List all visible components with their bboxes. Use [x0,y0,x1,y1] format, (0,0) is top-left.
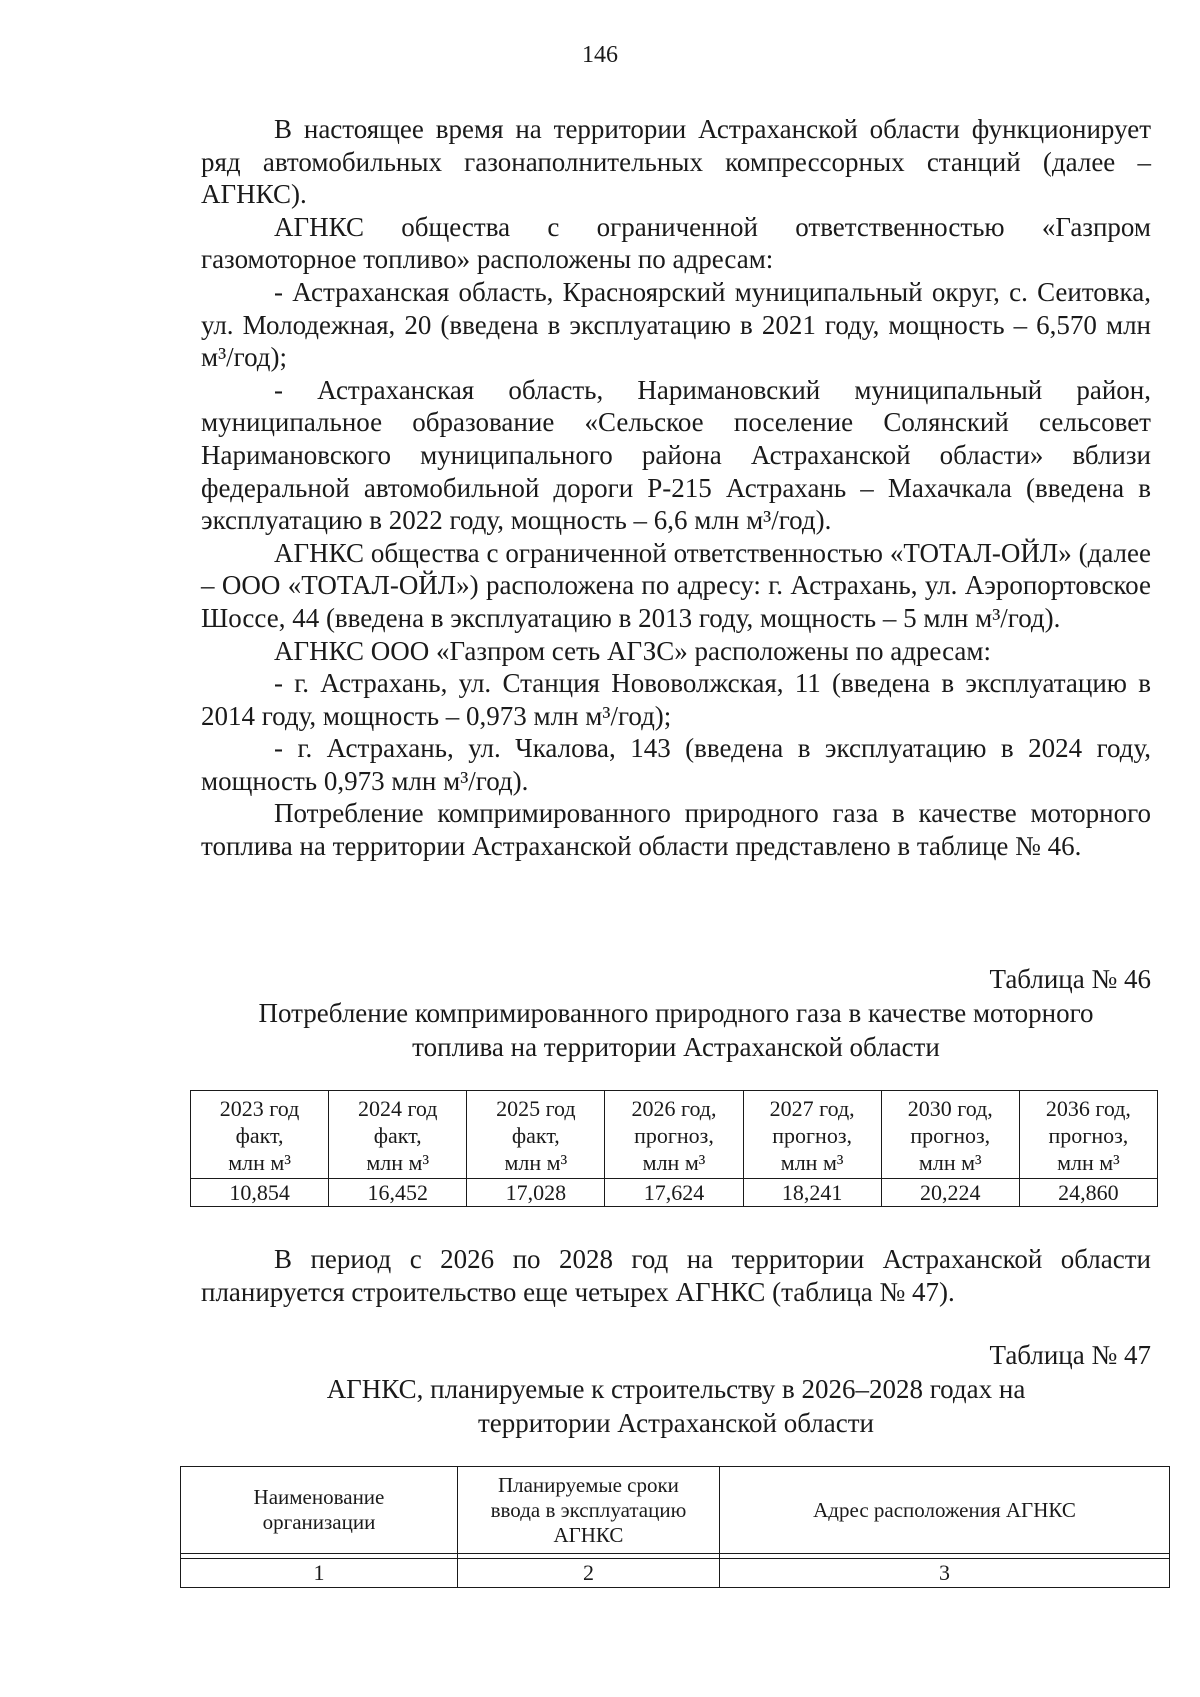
paragraph-address-chkalova: - г. Астрахань, ул. Чкалова, 143 (введена в эксплуатацию в 2024 году, мощность 0,973 млн м³/год). [201,733,1151,796]
paragraph-consumption-ref: Потребление компримированного природного газа в качестве моторного топлива на территории Астраханской области представлено в таблице № 46. [201,798,1151,862]
table46-header-cell: 2025 год факт, млн м³ [467,1091,605,1179]
table47 [180,1466,1170,1588]
body-text-2 [201,1243,1151,1308]
paragraph-address-seitovka: - Астраханская область, Красноярский муниципальный округ, с. Сеитовка, ул. Молодежная, 20 (введена в эксплуатацию в 2021 году, мощность – 6,570 млн м³/год); [201,276,1151,373]
paragraph-address-novovolzhskaya: - г. Астрахань, ул. Станция Нововолжская, 11 (введена в эксплуатацию в 2014 году, мощность – 0,973 млн м³/год); [201,668,1151,731]
table46-title-line2: топлива на территории Астраханской области [412,1032,940,1062]
table46-value-cell: 16,452 [329,1179,467,1207]
table47-title-line2: территории Астраханской области [477,1408,874,1438]
table47-label: Таблица № 47 [989,1340,1151,1370]
table46-value-cell: 24,860 [1019,1179,1157,1207]
table47-caption [201,1338,1151,1440]
table46-caption [201,962,1151,1064]
page-number: 146 [582,42,618,68]
table47-column-number: 1 [181,1559,458,1588]
table46-value-cell: 20,224 [881,1179,1019,1207]
table46-header-cell: 2030 год, прогноз, млн м³ [881,1091,1019,1179]
table46-header-cell: 2026 год, прогноз, млн м³ [605,1091,743,1179]
table47-title-line1: АГНКС, планируемые к строительству в 2026–2028 годах на [326,1374,1026,1404]
paragraph-total-oil: АГНКС общества с ограниченной ответственностью «ТОТАЛ-ОЙЛ» (далее – ООО «ТОТАЛ-ОЙЛ») расположена по адресу: г. Астрахань, ул. Аэропортовское Шоссе, 44 (введена в эксплуатацию в 2013 году, мощность – 5 млн м³/год). [201,537,1151,633]
table46-value-cell: 17,624 [605,1179,743,1207]
table46-label: Таблица № 46 [989,964,1151,994]
paragraph-gazprom-agzs: АГНКС ООО «Газпром сеть АГЗС» расположены по адресам: [274,635,991,666]
table46-value-cell: 18,241 [743,1179,881,1207]
table47-header-organization: Наименование организации [181,1467,458,1554]
paragraph-gazprom-gmt: АГНКС общества с ограниченной ответственностью «Газпром газомоторное топливо» расположены по адресам: [201,211,1151,275]
table46-header-cell: 2027 год, прогноз, млн м³ [743,1091,881,1179]
table47-column-number: 3 [719,1559,1169,1588]
paragraph-planned-construction: В период с 2026 по 2028 год на территории Астраханской области планируется строительство еще четырех АГНКС (таблица № 47). [201,1244,1151,1307]
table46-value-row [191,1179,1158,1207]
table46 [190,1090,1158,1207]
table47-header-row [181,1467,1170,1554]
table47-number-row [181,1559,1170,1588]
paragraph-intro: В настоящее время на территории Астраханской области функционирует ряд автомобильных газонаполнительных компрессорных станций (далее – АГНКС). [201,114,1151,210]
body-text [201,113,1151,863]
table47-column-number: 2 [457,1559,719,1588]
table46-header-row [191,1091,1158,1179]
table47-header-commissioning: Планируемые сроки ввода в эксплуатацию АГНКС [457,1467,719,1554]
table46-header-cell: 2036 год, прогноз, млн м³ [1019,1091,1157,1179]
table46-header-cell: 2023 год факт, млн м³ [191,1091,329,1179]
table46-value-cell: 10,854 [191,1179,329,1207]
table47-header-address: Адрес расположения АГНКС [719,1467,1169,1554]
table46-title-line1: Потребление компримированного природного газа в качестве моторного [258,998,1094,1028]
table46-header-cell: 2024 год факт, млн м³ [329,1091,467,1179]
paragraph-address-narimanov: - Астраханская область, Наримановский муниципальный район, муниципальное образование «Сельское поселение Солянский сельсовет Наримановского муниципального района Астраханской области» вблизи федеральной автомобильной дороги Р-215 Астрахань – Махачкала (введена в эксплуатацию в 2022 году, мощность – 6,6 млн м³/год). [201,374,1151,536]
table46-value-cell: 17,028 [467,1179,605,1207]
